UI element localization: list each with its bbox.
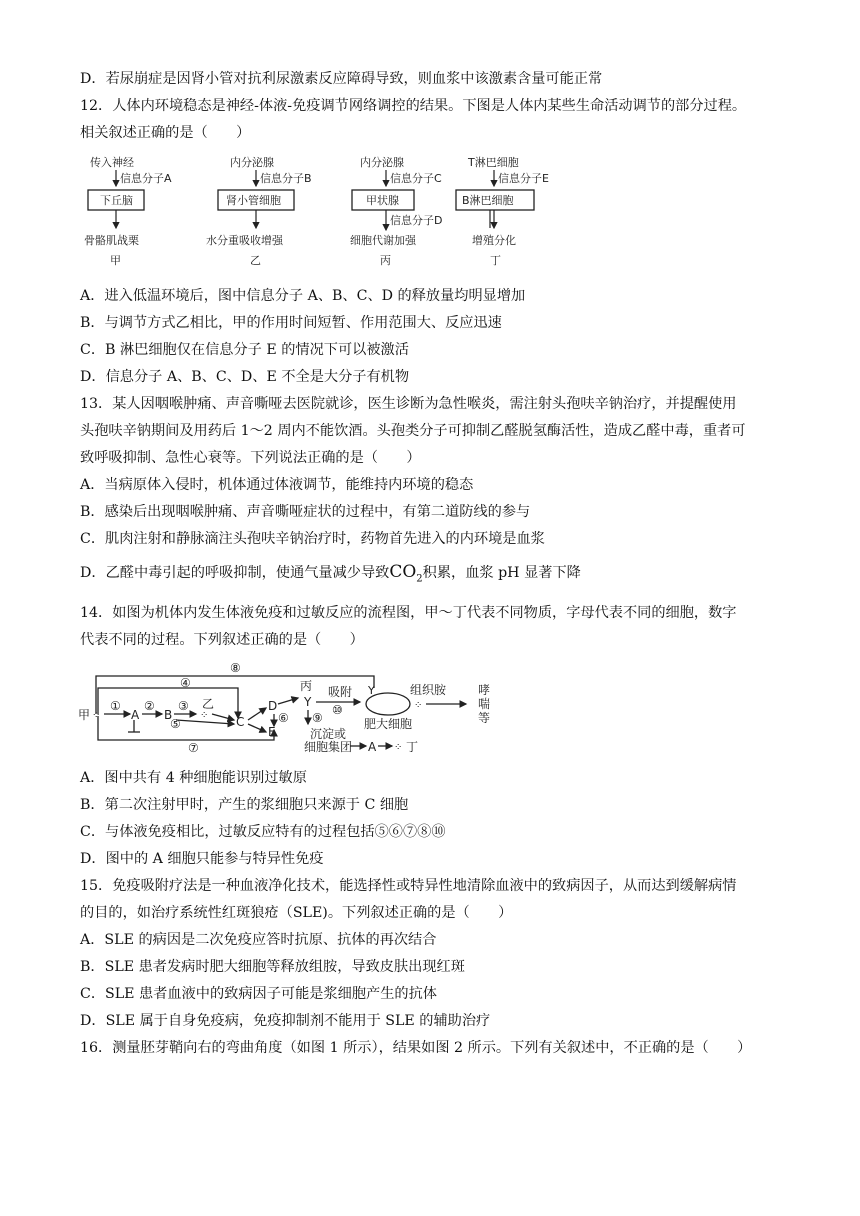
q12-stem-line-1: 12．人体内环境稳态是神经-体液-免疫调节网络调控的结果。下图是人体内某些生命活动调节的部分过程。: [80, 98, 747, 114]
fig12-bing-signal: 信息分子C: [390, 172, 442, 185]
q16-stem-line-1: 16．测量胚芽鞘向右的弯曲角度（如图 1 所示），结果如图 2 所示。下列有关叙述中，不正确的是（ ）: [80, 1040, 752, 1056]
q11-option-d: D．若尿崩症是因肾小管对抗利尿激素反应障碍导致，则血浆中该激素含量可能正常: [80, 71, 603, 87]
q15-stem-line-2: 的目的，如治疗系统性红斑狼疮（SLE)。下列叙述正确的是（ ）: [80, 905, 513, 921]
q13-option-d: [80, 562, 581, 589]
fig12-yi-signal: 信息分子B: [260, 172, 312, 185]
co2-formula: $CO_2$: [389, 562, 423, 585]
fig12-yi-result: 水分重吸收增强: [206, 234, 283, 247]
fig14-C: C: [236, 715, 245, 729]
fig12-ding-signal: 信息分子E: [498, 172, 549, 185]
q13-option-d-post: 积累，血浆 pH 显著下降: [422, 565, 581, 581]
fig14-D: D: [268, 699, 278, 713]
q13-option-c: C．肌肉注射和静脉滴注头孢呋辛钠治疗时，药物首先进入的内环境是血浆: [80, 531, 545, 547]
fig12-bing-signal2: 信息分子D: [390, 214, 443, 227]
svg-text:⁘: ⁘: [92, 710, 101, 721]
fig14-yi: 乙: [202, 697, 215, 711]
fig14-eq1: 哮: [478, 683, 491, 697]
fig12-ding-label: 丁: [490, 254, 501, 267]
fig14-n5: ⑤: [170, 717, 181, 731]
q12-option-b: B．与调节方式乙相比，甲的作用时间短暂、作用范围大、反应迅速: [80, 315, 502, 331]
fig12-yi-top: 内分泌腺: [230, 156, 274, 169]
fig14-n1: ①: [110, 699, 121, 713]
fig12-bing-label: 丙: [380, 254, 391, 267]
q14-option-c: C．与体液免疫相比，过敏反应特有的过程包括⑤⑥⑦⑧⑩: [80, 824, 446, 840]
q12-regulation-figure: [80, 152, 580, 270]
q14-immune-flow-figure: [78, 654, 508, 754]
fig14-ding: 丁: [406, 740, 419, 754]
fig12-jia-result: 骨骼肌战栗: [84, 234, 139, 247]
fig12-jia-signal: 信息分子A: [120, 172, 172, 185]
fig14-bing: 丙: [300, 679, 313, 693]
fig12-jia-top: 传入神经: [90, 156, 134, 169]
fig14-adsorb: 吸附: [328, 685, 353, 699]
q15-option-b: B．SLE 患者发病时肥大细胞等释放组胺，导致皮肤出现红斑: [80, 959, 465, 975]
fig14-E: E: [268, 725, 276, 739]
q15-option-a: A．SLE 的病因是二次免疫应答时抗原、抗体的再次结合: [80, 932, 437, 948]
fig14-n4: ④: [180, 676, 191, 690]
svg-text:⁘: ⁘: [414, 700, 423, 711]
fig14-n7: ⑦: [188, 741, 199, 754]
svg-text:⁘: ⁘: [394, 742, 403, 753]
fig14-precip1: 沉淀或: [310, 727, 347, 741]
q15-option-c: C．SLE 患者血液中的致病因子可能是浆细胞产生的抗体: [80, 986, 437, 1002]
q15-option-d: D．SLE 属于自身免疫病，免疫抑制剂不能用于 SLE 的辅助治疗: [80, 1013, 491, 1029]
fig14-A2: A: [368, 740, 377, 754]
fig14-n2: ②: [144, 699, 155, 713]
q13-stem-line-1: 13．某人因咽喉肿痛、声音嘶哑去医院就诊，医生诊断为急性喉炎，需注射头孢呋辛钠治疗，并提醒使用: [80, 396, 737, 412]
fig12-yi-box: 肾小管细胞: [226, 194, 281, 207]
q13-stem-line-3: 致呼吸抑制、急性心衰等。下列说法正确的是（ ）: [80, 450, 421, 466]
q15-stem-line-1: 15．免疫吸附疗法是一种血液净化技术，能选择性或特异性地清除血液中的致病因子，从而达到缓解病情: [80, 878, 737, 894]
svg-text:⁘: ⁘: [200, 710, 209, 721]
q13-option-d-pre: D．乙醛中毒引起的呼吸抑制，使通气量减少导致: [80, 565, 390, 581]
fig12-ding-box: B淋巴细胞: [462, 194, 514, 207]
fig12-ding-top: T淋巴细胞: [468, 156, 519, 169]
q14-option-a: A．图中共有 4 种细胞能识别过敏原: [80, 770, 307, 786]
svg-text:Y: Y: [368, 684, 375, 697]
q12-stem-line-2: 相关叙述正确的是（ ）: [80, 125, 251, 141]
fig14-mast-cell: 肥大细胞: [364, 717, 413, 731]
q13-stem-line-2: 头孢呋辛钠期间及用药后 1～2 周内不能饮酒。头孢类分子可抑制乙醛脱氢酶活性，造成乙醛中毒，重者可: [80, 423, 746, 439]
fig14-jia: 甲: [78, 708, 91, 722]
fig14-n3: ③: [178, 699, 189, 713]
fig12-bing-box: 甲状腺: [366, 194, 399, 207]
fig14-n9: ⑨: [312, 711, 323, 725]
q14-option-b: B．第二次注射甲时，产生的浆细胞只来源于 C 细胞: [80, 797, 409, 813]
fig14-n6: ⑥: [278, 711, 289, 725]
fig12-bing-top: 内分泌腺: [360, 156, 404, 169]
fig14-n8: ⑧: [230, 661, 241, 675]
q12-option-d: D．信息分子 A、B、C、D、E 不全是大分子有机物: [80, 369, 410, 385]
q14-option-d: D．图中的 A 细胞只能参与特异性免疫: [80, 851, 324, 867]
fig14-precip2: 细胞集团: [304, 740, 353, 754]
fig14-B: B: [164, 708, 173, 722]
fig12-bing-result: 细胞代谢加强: [350, 234, 416, 247]
fig12-jia-box: 下丘脑: [100, 194, 133, 207]
fig14-n10: ⑩: [332, 703, 343, 717]
svg-text:Y: Y: [304, 695, 312, 709]
fig14-A: A: [131, 708, 140, 722]
fig14-eq3: 等: [478, 711, 491, 725]
fig12-yi-label: 乙: [250, 254, 261, 267]
fig14-eq2: 喘: [478, 697, 491, 711]
fig14-histamine: 组织胺: [410, 683, 447, 697]
q14-stem-line-2: 代表不同的过程。下列叙述正确的是（ ）: [80, 632, 364, 648]
q12-option-c: C．B 淋巴细胞仅在信息分子 E 的情况下可以被激活: [80, 342, 409, 358]
fig12-ding-result: 增殖分化: [472, 234, 516, 247]
q12-option-a: A．进入低温环境后，图中信息分子 A、B、C、D 的释放量均明显增加: [80, 288, 526, 304]
q13-option-b: B．感染后出现咽喉肿痛、声音嘶哑症状的过程中，有第二道防线的参与: [80, 504, 531, 520]
fig12-jia-label: 甲: [110, 254, 121, 267]
q14-stem-line-1: 14．如图为机体内发生体液免疫和过敏反应的流程图，甲～丁代表不同物质，字母代表不同的细胞，数字: [80, 605, 737, 621]
q13-option-a: A．当病原体入侵时，机体通过体液调节，能维持内环境的稳态: [80, 477, 474, 493]
